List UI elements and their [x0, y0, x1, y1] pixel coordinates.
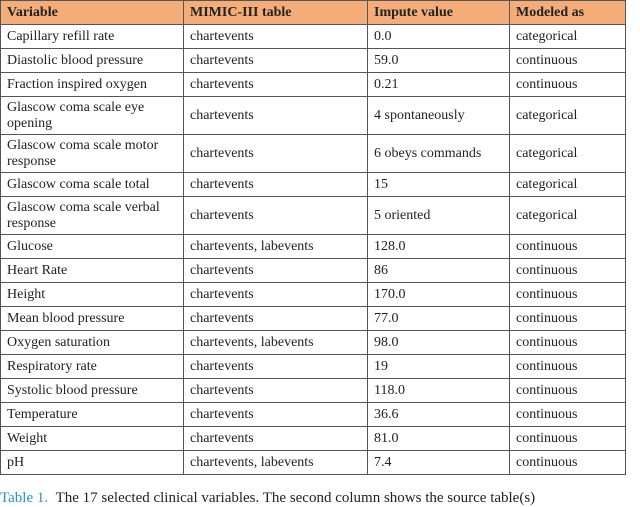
cell-variable: Temperature: [1, 403, 184, 427]
table-row: [1, 49, 626, 73]
cell-variable: Heart Rate: [1, 259, 184, 283]
cell-mimic-table: chartevents: [184, 307, 368, 331]
cell-impute-value: 81.0: [368, 427, 510, 451]
cell-impute-value: 59.0: [368, 49, 510, 73]
cell-variable: Glucose: [1, 235, 184, 259]
cell-mimic-table: chartevents: [184, 197, 368, 235]
cell-modeled-as: continuous: [510, 427, 626, 451]
cell-impute-value: 15: [368, 173, 510, 197]
cell-modeled-as: continuous: [510, 73, 626, 97]
cell-impute-value: 128.0: [368, 235, 510, 259]
cell-variable: Systolic blood pressure: [1, 379, 184, 403]
cell-variable: Glascow coma scale verbal response: [1, 197, 184, 235]
table-row: [1, 97, 626, 135]
cell-modeled-as: categorical: [510, 25, 626, 49]
cell-mimic-table: chartevents: [184, 173, 368, 197]
header-variable: Variable: [1, 1, 184, 25]
header-mimic-table: MIMIC-III table: [184, 1, 368, 25]
cell-impute-value: 19: [368, 355, 510, 379]
cell-impute-value: 98.0: [368, 331, 510, 355]
cell-impute-value: 77.0: [368, 307, 510, 331]
cell-impute-value: 118.0: [368, 379, 510, 403]
caption-text: The 17 selected clinical variables. The second column shows the source table(s): [55, 490, 536, 506]
cell-modeled-as: continuous: [510, 235, 626, 259]
cell-mimic-table: chartevents: [184, 259, 368, 283]
table-row: [1, 173, 626, 197]
cell-modeled-as: continuous: [510, 331, 626, 355]
cell-variable: Oxygen saturation: [1, 331, 184, 355]
cell-modeled-as: categorical: [510, 135, 626, 173]
cell-modeled-as: continuous: [510, 379, 626, 403]
cell-modeled-as: categorical: [510, 173, 626, 197]
cell-mimic-table: chartevents: [184, 355, 368, 379]
cell-modeled-as: categorical: [510, 197, 626, 235]
table-row: [1, 427, 626, 451]
cell-modeled-as: continuous: [510, 403, 626, 427]
cell-modeled-as: continuous: [510, 49, 626, 73]
cell-variable: Capillary refill rate: [1, 25, 184, 49]
table-row: [1, 379, 626, 403]
cell-mimic-table: chartevents: [184, 283, 368, 307]
table-row: [1, 73, 626, 97]
table-caption: [0, 490, 535, 507]
cell-impute-value: 0.21: [368, 73, 510, 97]
cell-variable: Fraction inspired oxygen: [1, 73, 184, 97]
cell-modeled-as: continuous: [510, 355, 626, 379]
header-modeled-as: Modeled as: [510, 1, 626, 25]
table-row: [1, 25, 626, 49]
cell-impute-value: 36.6: [368, 403, 510, 427]
cell-variable: Glascow coma scale total: [1, 173, 184, 197]
header-row: [1, 1, 626, 25]
cell-mimic-table: chartevents: [184, 49, 368, 73]
cell-variable: Glascow coma scale motor response: [1, 135, 184, 173]
cell-impute-value: 0.0: [368, 25, 510, 49]
cell-mimic-table: chartevents: [184, 25, 368, 49]
table-row: [1, 355, 626, 379]
cell-mimic-table: chartevents: [184, 97, 368, 135]
cell-impute-value: 6 obeys commands: [368, 135, 510, 173]
cell-mimic-table: chartevents: [184, 73, 368, 97]
caption-label: Table 1.: [0, 490, 49, 506]
cell-variable: Mean blood pressure: [1, 307, 184, 331]
cell-variable: Glascow coma scale eye opening: [1, 97, 184, 135]
cell-modeled-as: continuous: [510, 259, 626, 283]
table-row: [1, 451, 626, 475]
cell-mimic-table: chartevents, labevents: [184, 451, 368, 475]
cell-impute-value: 7.4: [368, 451, 510, 475]
cell-variable: pH: [1, 451, 184, 475]
cell-mimic-table: chartevents, labevents: [184, 235, 368, 259]
header-impute-value: Impute value: [368, 1, 510, 25]
cell-variable: Weight: [1, 427, 184, 451]
cell-mimic-table: chartevents, labevents: [184, 331, 368, 355]
table-row: [1, 283, 626, 307]
cell-mimic-table: chartevents: [184, 379, 368, 403]
cell-impute-value: 86: [368, 259, 510, 283]
cell-variable: Respiratory rate: [1, 355, 184, 379]
table-row: [1, 135, 626, 173]
cell-impute-value: 170.0: [368, 283, 510, 307]
table-row: [1, 259, 626, 283]
table-row: [1, 197, 626, 235]
cell-variable: Height: [1, 283, 184, 307]
cell-impute-value: 5 oriented: [368, 197, 510, 235]
table-row: [1, 403, 626, 427]
cell-modeled-as: categorical: [510, 97, 626, 135]
table-row: [1, 235, 626, 259]
table-row: [1, 307, 626, 331]
cell-modeled-as: continuous: [510, 307, 626, 331]
cell-variable: Diastolic blood pressure: [1, 49, 184, 73]
cell-mimic-table: chartevents: [184, 403, 368, 427]
table-row: [1, 331, 626, 355]
cell-impute-value: 4 spontaneously: [368, 97, 510, 135]
cell-modeled-as: continuous: [510, 451, 626, 475]
cell-mimic-table: chartevents: [184, 427, 368, 451]
cell-mimic-table: chartevents: [184, 135, 368, 173]
cell-modeled-as: continuous: [510, 283, 626, 307]
